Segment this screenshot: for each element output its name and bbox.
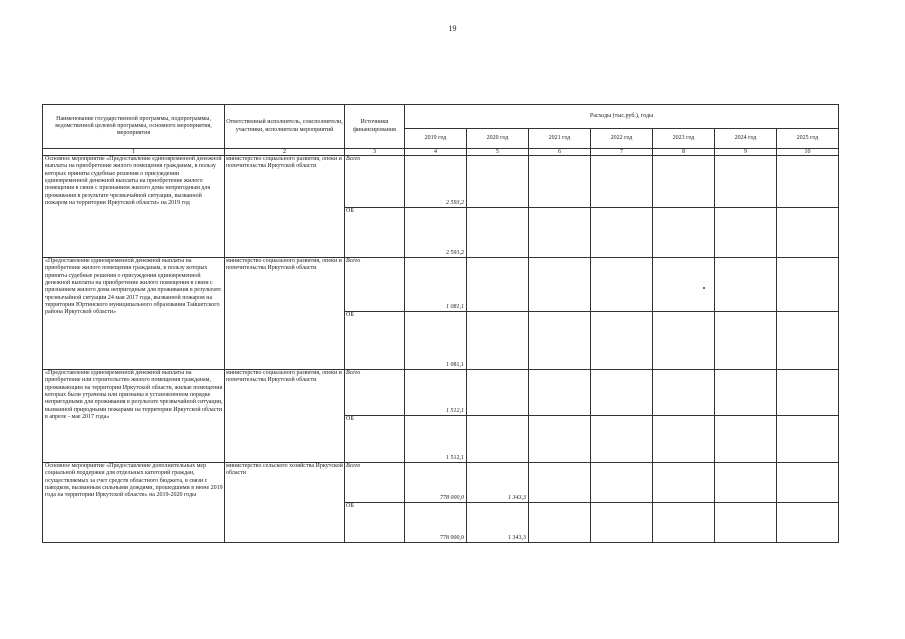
value-cell: [777, 370, 839, 416]
source-label: Всего: [345, 156, 405, 208]
value-cell: [777, 208, 839, 258]
column-number: 4: [405, 149, 467, 156]
value-cell: [653, 416, 715, 463]
header-year: 2020 год: [467, 129, 529, 149]
value-cell: [591, 503, 653, 543]
event-executor: министерство социального развития, опеки и попечительства Иркутской области: [225, 370, 345, 463]
source-label: Всего: [345, 258, 405, 312]
table-row: [43, 258, 839, 312]
value-cell: [529, 258, 591, 312]
value-cell: [715, 503, 777, 543]
value-cell: [777, 503, 839, 543]
value-cell: [529, 208, 591, 258]
value-cell: [529, 370, 591, 416]
value-cell: [591, 416, 653, 463]
event-name: Основное мероприятие «Предоставление дополнительных мер социальной поддержки для отдельных категорий граждан, осуществляемых за счет средств областного бюджета, в связи с паводком, вызванным сильными дождями, прошедшими в июне 2019 года на территории Иркутской области» на 2019-2020 годы: [43, 463, 225, 543]
source-label: Всего: [345, 463, 405, 503]
header-executor: Ответственный исполнитель, соисполнители, участники, исполнители мероприятий: [225, 105, 345, 149]
header-year: 2023 год: [653, 129, 715, 149]
value-cell: [715, 370, 777, 416]
source-label: ОБ: [345, 312, 405, 370]
value-cell: 2 593,2: [405, 208, 467, 258]
value-cell: [777, 416, 839, 463]
event-name: «Предоставление единовременной денежной выплаты на приобретение или строительство жилого помещения гражданам, проживающим на территории Иркутской области, жилые помещения которых были утрачены или признаны в установленном порядке непригодными для проживания в результате чрезвычайной ситуации, вызванной природными пожарами на территории Иркутской области в апреле - мае 2017 года»: [43, 370, 225, 463]
value-cell: 2 593,2: [405, 156, 467, 208]
value-cell: [529, 503, 591, 543]
value-cell: [653, 503, 715, 543]
value-cell: [653, 156, 715, 208]
header-source: Источники финансирования: [345, 105, 405, 149]
header-expenses: Расходы (тыс.руб.), годы: [405, 105, 839, 129]
source-label: ОБ: [345, 208, 405, 258]
table-row: [43, 463, 839, 503]
event-executor: министерство сельского хозяйства Иркутской области: [225, 463, 345, 543]
event-executor: министерство социального развития, опеки и попечительства Иркутской области: [225, 258, 345, 370]
value-cell: [653, 258, 715, 312]
column-number: 2: [225, 149, 345, 156]
value-cell: [715, 156, 777, 208]
value-cell: [467, 156, 529, 208]
value-cell: [653, 312, 715, 370]
value-cell: [591, 258, 653, 312]
header-year: 2025 год: [777, 129, 839, 149]
column-number: 10: [777, 149, 839, 156]
value-cell: [467, 258, 529, 312]
value-cell: [591, 463, 653, 503]
value-cell: [529, 416, 591, 463]
header-year: 2019 год: [405, 129, 467, 149]
value-cell: [777, 258, 839, 312]
value-cell: [777, 156, 839, 208]
value-cell: [715, 416, 777, 463]
value-cell: [715, 463, 777, 503]
value-cell: 1 343,3: [467, 463, 529, 503]
value-cell: [653, 370, 715, 416]
event-name: Основное мероприятие «Предоставление единовременной денежной выплаты на приобретение жилого помещения гражданам, в пользу которых приняты судебные решения о присуждении единовременной денежной выплаты на приобретение жилого помещения в связи с признанием жилого дома непригодным для проживания в результате чрезвычайной ситуации, вызванной пожаром на территории Иркутской области» на 2019 год: [43, 156, 225, 258]
header-year: 2022 год: [591, 129, 653, 149]
value-cell: [715, 258, 777, 312]
expenses-table: [42, 104, 839, 543]
value-cell: [591, 156, 653, 208]
header-name: Наименование государственной программы, подпрограммы, ведомственной целевой программы, основного мероприятия, мероприятия: [43, 105, 225, 149]
scan-speck-dot: [703, 287, 705, 289]
value-cell: 778 000,0: [405, 463, 467, 503]
value-cell: [529, 463, 591, 503]
page-number: 19: [448, 24, 457, 33]
value-cell: 1 081,1: [405, 258, 467, 312]
event-executor: министерство социального развития, опеки и попечительства Иркутской области: [225, 156, 345, 258]
table-row: [43, 370, 839, 416]
header-year: 2024 год: [715, 129, 777, 149]
table-row: [43, 156, 839, 208]
source-label: Всего: [345, 370, 405, 416]
event-name: «Предоставление единовременной денежной выплаты на приобретение жилого помещения гражданам, в пользу которых приняты судебные решения о присуждении единовременной денежной выплаты на приобретение жилого помещения в связи с признанием жилого дома непригодным для проживания в результате чрезвычайной ситуации 24 мая 2017 года, вызванной пожаром на территории Юртинского муниципального образования Тайшетского района Иркутской области»: [43, 258, 225, 370]
column-number: 8: [653, 149, 715, 156]
value-cell: [715, 208, 777, 258]
header-year: 2021 год: [529, 129, 591, 149]
value-cell: 778 000,0: [405, 503, 467, 543]
value-cell: [777, 463, 839, 503]
value-cell: [591, 208, 653, 258]
column-number: 7: [591, 149, 653, 156]
value-cell: [467, 416, 529, 463]
value-cell: [591, 312, 653, 370]
column-number: 1: [43, 149, 225, 156]
column-number: 9: [715, 149, 777, 156]
source-label: ОБ: [345, 503, 405, 543]
value-cell: 1 081,1: [405, 312, 467, 370]
value-cell: [467, 370, 529, 416]
value-cell: 1 343,3: [467, 503, 529, 543]
source-label: ОБ: [345, 416, 405, 463]
value-cell: 1 512,1: [405, 370, 467, 416]
value-cell: [467, 312, 529, 370]
value-cell: [777, 312, 839, 370]
value-cell: [529, 312, 591, 370]
column-number: 3: [345, 149, 405, 156]
value-cell: [467, 208, 529, 258]
value-cell: 1 512,1: [405, 416, 467, 463]
value-cell: [653, 463, 715, 503]
value-cell: [591, 370, 653, 416]
column-number: 5: [467, 149, 529, 156]
value-cell: [653, 208, 715, 258]
value-cell: [715, 312, 777, 370]
value-cell: [529, 156, 591, 208]
column-number: 6: [529, 149, 591, 156]
